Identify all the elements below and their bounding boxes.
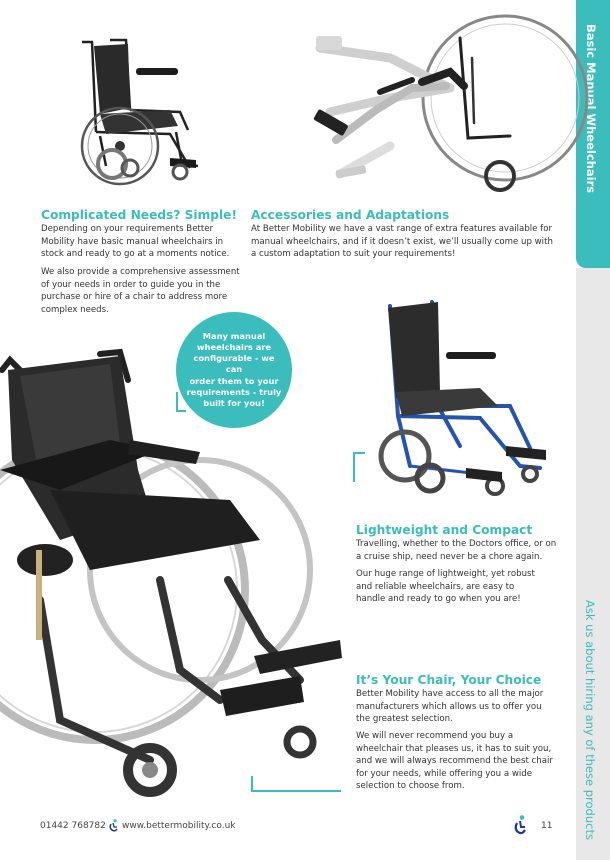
wheelchair-image-top-left (70, 36, 200, 186)
text-line: We also provide a comprehensive assessment (41, 267, 240, 277)
complicated-paragraph-2 (41, 266, 251, 316)
wheelchair-logo-icon (109, 819, 119, 832)
text-line: Better Mobility have access to all the major (356, 689, 544, 699)
text-line: purchase or hire of a chair to address more (41, 292, 228, 303)
blue-chair-connector-horizontal (353, 452, 365, 454)
text-line: Our huge range of lightweight, yet robust (356, 569, 535, 579)
info-bubble (176, 312, 292, 428)
text-line: Mobility have basic manual wheelchairs in (41, 236, 224, 247)
text-line: Travelling, whether to the Doctors office, or on (356, 539, 557, 549)
text-line: a cruise ship, need never be a chore again. (356, 551, 543, 562)
text-line: order them to your (189, 375, 279, 386)
complicated-heading: Complicated Needs? Simple! (41, 208, 238, 222)
section-title: Basic Manual Wheelchairs (584, 24, 598, 194)
text-line: for your needs, while offering you a wide (356, 768, 532, 779)
bubble-connector-vertical (176, 392, 178, 412)
text-line: Many manual (202, 330, 266, 341)
accessories-image (300, 28, 550, 193)
page-number: 11 (541, 821, 553, 831)
text-line: wheelchairs are (196, 341, 272, 352)
text-line: manufacturers which allows us to offer you (356, 701, 542, 712)
wheelchair-logo-icon (514, 815, 528, 835)
text-line: complex needs. (41, 304, 109, 315)
your-chair-heading: It’s Your Chair, Your Choice (356, 673, 542, 687)
accessories-paragraph (251, 223, 571, 261)
bubble-text (186, 331, 282, 409)
your-chair-paragraph-1 (356, 688, 571, 726)
text-line: and we will always recommend the best chair (356, 756, 553, 767)
wheelchair-image-large (0, 340, 345, 810)
text-line: built for you! (203, 398, 265, 408)
text-line: requirements - truly (186, 386, 282, 397)
accessories-heading: Accessories and Adaptations (251, 208, 450, 222)
text-line: selection to choose from. (356, 781, 465, 792)
text-line: stock and ready to go at a moments notice. (41, 249, 230, 260)
footer-website-link[interactable]: www.bettermobility.co.uk (122, 821, 236, 831)
text-line: the greatest selection. (356, 714, 453, 725)
lightweight-heading: Lightweight and Compact (356, 523, 533, 537)
lightweight-paragraph-2 (356, 568, 571, 606)
text-line: handle and ready to go when you are! (356, 594, 521, 605)
wheelchair-image-blue (370, 296, 560, 501)
bubble-connector-horizontal (176, 410, 186, 412)
your-chair-paragraph-2 (356, 730, 571, 793)
text-line: wheelchair that pleases us, it has to suit you, (356, 743, 552, 754)
hire-prompt: Ask us about hiring any of these products (583, 600, 597, 840)
text-line: We will never recommend you buy a (356, 731, 514, 741)
blue-chair-connector-vertical (353, 452, 355, 482)
bottom-connector-horizontal (251, 790, 341, 792)
footer-phone: 01442 768782 (40, 821, 106, 831)
text-line: of your needs in order to guide you in the (41, 279, 221, 290)
text-line: a custom adaptation to suit your requirements! (251, 249, 456, 260)
text-line: manual wheelchairs, and if it doesn’t exist, we’ll usually come up with (251, 236, 553, 247)
text-line: At Better Mobility we have a vast range of extra features available for (251, 224, 553, 234)
lightweight-paragraph-1 (356, 538, 571, 563)
text-line: configurable - we can (193, 353, 275, 375)
text-line: Depending on your requirements Better (41, 224, 214, 234)
text-line: and reliable wheelchairs, are easy to (356, 581, 515, 592)
complicated-paragraph-1 (41, 223, 251, 261)
